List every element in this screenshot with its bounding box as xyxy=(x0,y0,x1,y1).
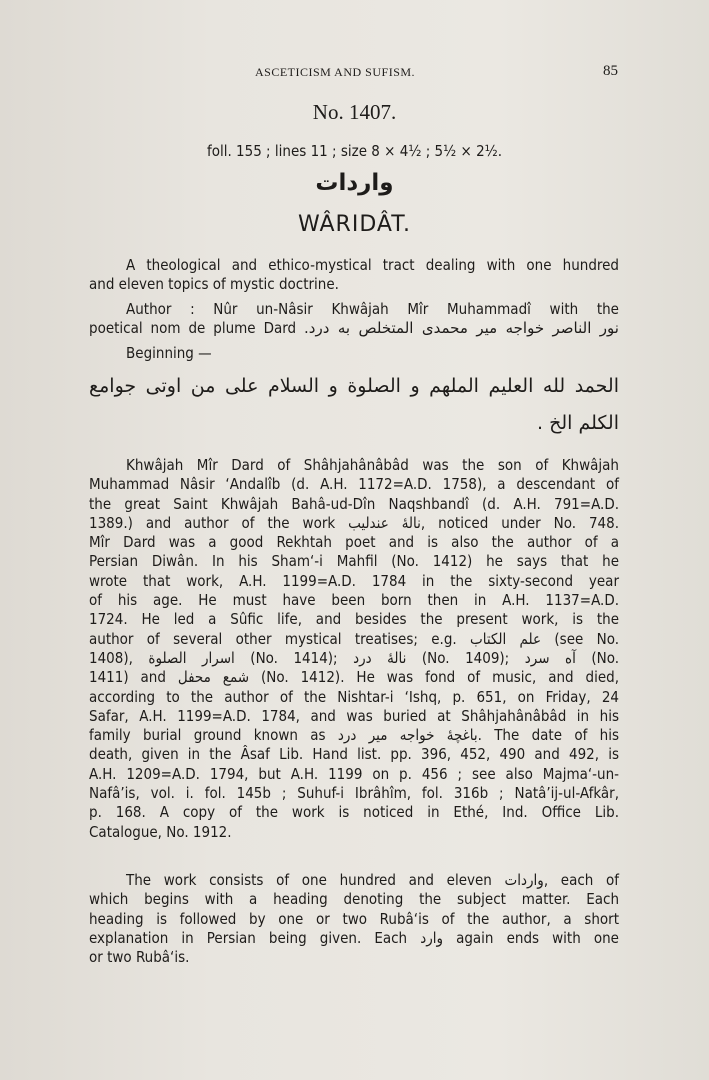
biography-paragraph xyxy=(89,456,619,842)
author-line: Author : Nûr un-Nâsir Khwâjah Mîr Muhammadî with the xyxy=(126,300,619,318)
beginning-label: Beginning — xyxy=(126,344,212,362)
text-line: A theological and ethico-mystical tract dealing with one hundred xyxy=(126,256,619,274)
text-line: The work consists of one hundred and eleven واردات, each of xyxy=(126,871,619,889)
entry-number: No. 1407. xyxy=(312,100,397,124)
text-line: the great Saint Khwâjah Bahâ-ud-Dîn Naqshbandî (d. A.H. 791=A.D. xyxy=(89,494,619,513)
text-line: 1724. He led a Sûfic life, and besides the present work, is the xyxy=(89,610,619,629)
text-line: 1411) and شمع محفل (No. 1412). He was fond of music, and died, xyxy=(89,668,620,687)
beginning-label-block xyxy=(89,344,619,363)
author-paragraph xyxy=(89,300,619,339)
text-line: Muhammad Nâsir ‘Andalîb (d. A.H. 1172=A.D. 1758), a descendant of xyxy=(89,475,619,494)
text-line: Nafâ’is, vol. i. fol. 145b ; Suhuf-i Ibrâhîm, fol. 316b ; Natâ’ij-ul-Afkâr, xyxy=(89,784,619,803)
text-line: family burial ground known as باغچهٔ خواجه میر درد. The date of his xyxy=(89,726,619,745)
text-line: and eleven topics of mystic doctrine. xyxy=(89,275,339,294)
text-line: of his age. He must have been born then in A.H. 1137=A.D. xyxy=(89,591,619,610)
text-line: death, given in the Âsaf Lib. Hand list. pp. 396, 452, 490 and 492, is xyxy=(89,745,619,764)
collation-line: foll. 155 ; lines 11 ; size 8 × 4½ ; 5½ × 2½. xyxy=(206,142,503,160)
author-arabic-name: نور الناصر خواجه میر محمدی المتخلص به درد. xyxy=(304,319,619,338)
running-title: ASCETICISM AND SUFISM. xyxy=(255,65,416,79)
text-line: author of several other mystical treatises; e.g. علم الكتاب (see No. xyxy=(89,629,619,648)
beginning-arabic-line-1: الحمد لله العليم الملهم و الصلوة و السلام على من اوتى جوامع xyxy=(89,375,619,397)
arabic-title: واردات xyxy=(315,170,394,196)
page-number: 85 xyxy=(603,63,618,79)
text-line: wrote that work, A.H. 1199=A.D. 1784 in the sixty-second year xyxy=(89,571,619,590)
text-line: p. 168. A copy of the work is noticed in Ethé, Ind. Office Lib. xyxy=(89,803,619,822)
beginning-arabic-line-2: الكلم الخ . xyxy=(537,412,619,434)
text-line: A.H. 1209=A.D. 1794, but A.H. 1199 on p. 456 ; see also Majma‘-un- xyxy=(89,764,619,783)
text-line: which begins with a heading denoting the subject matter. Each xyxy=(89,890,619,909)
text-line: 1389.) and author of the work نالهٔ عندليب, noticed under No. 748. xyxy=(89,513,619,532)
text-line: Khwâjah Mîr Dard of Shâhjahânâbâd was the son of Khwâjah xyxy=(126,456,619,474)
text-line: explanation in Persian being given. Each وارد again ends with one xyxy=(89,928,619,947)
text-line: heading is followed by one or two Rubâ‘is of the author, a short xyxy=(89,909,619,928)
author-line-2 xyxy=(89,319,619,338)
text-line: Persian Diwân. In his Sham‘-i Mahfil (No. 1412) he says that he xyxy=(89,552,619,571)
running-head xyxy=(0,62,709,82)
contents-paragraph xyxy=(89,871,619,967)
author-pen-name: poetical nom de plume Dard xyxy=(89,319,297,338)
text-line: Safar, A.H. 1199=A.D. 1784, and was buried at Shâhjahânâbâd in his xyxy=(89,706,619,725)
text-line: according to the author of the Nishtar-i ‘Ishq, p. 651, on Friday, 24 xyxy=(89,687,619,706)
description-paragraph xyxy=(89,256,619,295)
text-line: Mîr Dard was a good Rekhtah poet and is also the author of a xyxy=(89,533,619,552)
text-line: or two Rubâ‘is. xyxy=(89,948,190,967)
work-title: WÂRIDÂT. xyxy=(297,212,412,237)
text-line: 1408), اسرار الصلوة (No. 1414); نالهٔ درد (No. 1409); آه سرد (No. xyxy=(89,648,619,667)
text-line: Catalogue, No. 1912. xyxy=(89,822,232,841)
